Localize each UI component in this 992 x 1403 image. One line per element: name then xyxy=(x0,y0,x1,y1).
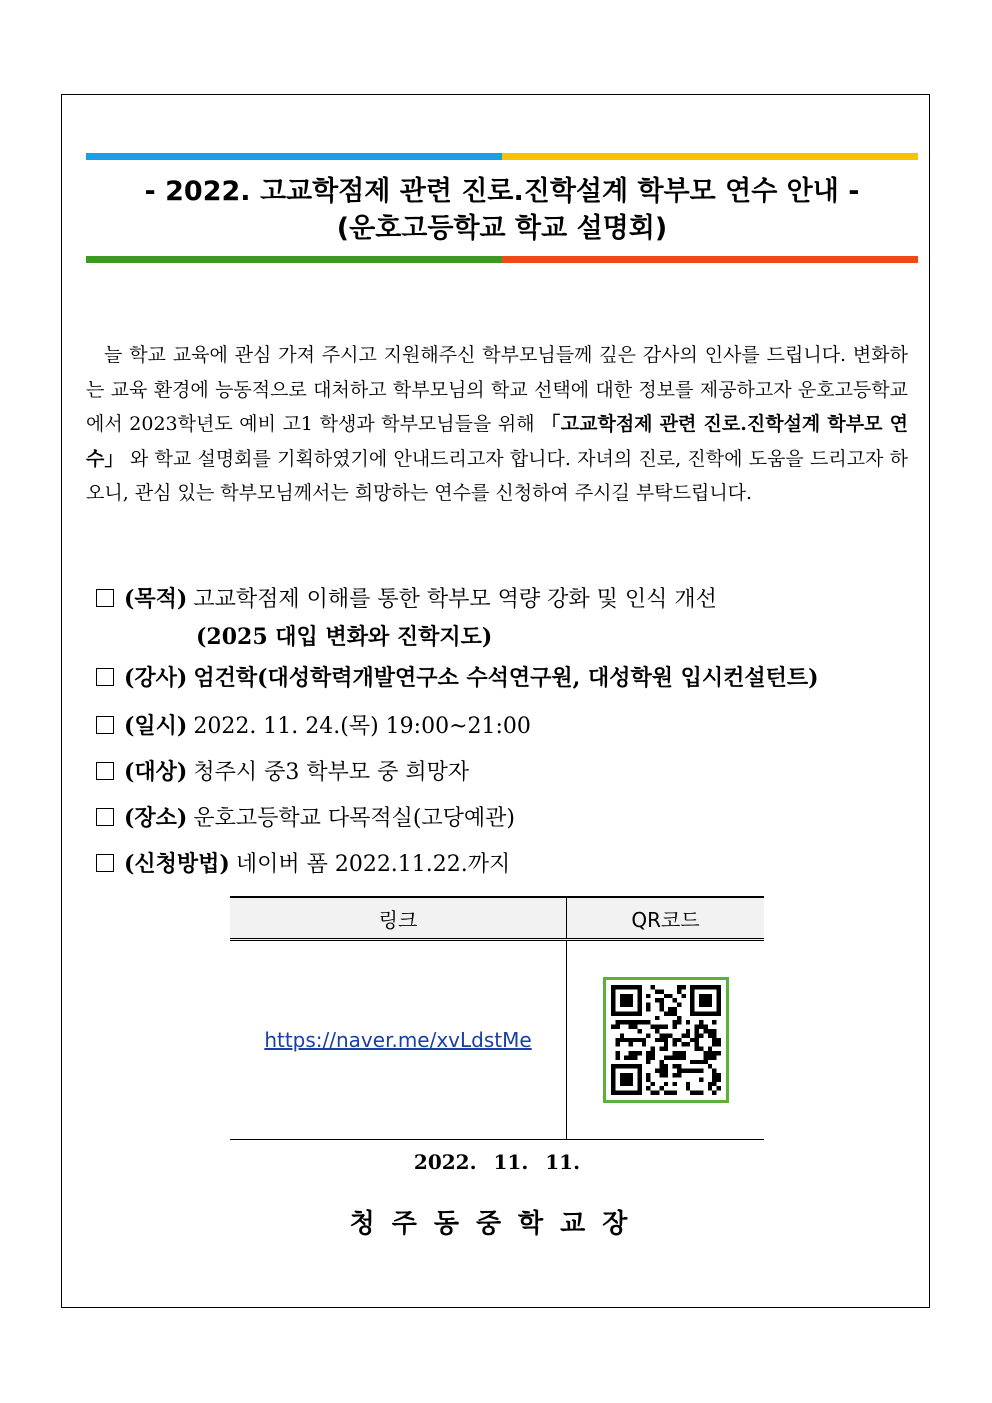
table-header-link: 링크 xyxy=(230,897,567,940)
header-bar-red xyxy=(502,256,918,263)
item-speaker xyxy=(96,663,916,694)
item-value: 청주시 중3 학부모 중 희망자 xyxy=(193,760,470,785)
intro-program-name: 「고교학점제 관련 진로.진학설계 학부모 연수」 xyxy=(86,413,909,470)
item-purpose-sub: (2025 대입 변화와 진학지도) xyxy=(196,624,493,650)
qr-code-graphic xyxy=(611,985,721,1095)
item-purpose xyxy=(96,584,916,615)
intro-text-after: 와 학교 설명회를 기획하였기에 안내드리고자 합니다. 자녀의 진로, 진학에 도움을 드리고자 하오니, 관심 있는 학부모님께서는 희망하는 연수를 신청하여 주시길 부탁드립니다. xyxy=(86,447,908,504)
document-subtitle: (운호고등학교 학교 설명회) xyxy=(336,213,668,244)
checkbox-square-icon xyxy=(96,668,114,686)
item-value: 운호고등학교 다목적실(고당예관) xyxy=(193,806,516,831)
signature-principal: 청주동중학교장 xyxy=(349,1209,645,1239)
table-cell-link xyxy=(230,940,567,1140)
item-label: (일시) xyxy=(124,713,188,739)
intro-paragraph xyxy=(86,338,908,511)
header-bar-blue xyxy=(86,153,502,160)
intro-text-before: 늘 학교 교육에 관심 가져 주시고 지원해주신 학부모님들께 깊은 감사의 인사를 드립니다. 변화하는 교육 환경에 능동적으로 대처하고 학부모님의 학교 선택에 대한 정보를 제공하고자 운호고등학교에서 2023학년도 예비 고1 학생과 학부모님들을 위해 xyxy=(86,344,908,435)
item-place xyxy=(96,803,916,834)
qr-code-icon[interactable] xyxy=(603,977,729,1103)
header-bar-green xyxy=(86,256,502,263)
checkbox-square-icon xyxy=(96,808,114,826)
item-label: (목적) xyxy=(124,586,188,612)
item-label: (대상) xyxy=(124,759,188,785)
item-value: 2022. 11. 24.(목) 19:00~21:00 xyxy=(193,714,531,739)
table-cell-qr xyxy=(567,940,765,1140)
document-title: - 2022. 고교학점제 관련 진로.진학설계 학부모 연수 안내 - xyxy=(144,176,860,207)
item-value: 고교학점제 이해를 통한 학부모 역량 강화 및 인식 개선 xyxy=(193,587,717,612)
item-value: 네이버 폼 2022.11.22.까지 xyxy=(235,852,511,877)
issue-date: 2022. 11. 11. xyxy=(413,1150,581,1174)
item-date xyxy=(96,711,916,742)
checkbox-square-icon xyxy=(96,762,114,780)
checkbox-square-icon xyxy=(96,854,114,872)
link-table xyxy=(230,896,764,1140)
item-target xyxy=(96,757,916,788)
item-label: (신청방법) xyxy=(124,851,230,877)
checkbox-square-icon xyxy=(96,589,114,607)
checkbox-square-icon xyxy=(96,716,114,734)
item-value: 엄건학(대성학력개발연구소 수석연구원, 대성학원 입시컨설턴트) xyxy=(193,665,819,691)
table-row xyxy=(230,940,764,1140)
table-header-row xyxy=(230,897,764,940)
header-bar-yellow xyxy=(502,153,918,160)
table-header-qr: QR코드 xyxy=(567,897,765,940)
item-label: (장소) xyxy=(124,805,188,831)
item-apply xyxy=(96,849,916,880)
item-label: (강사) xyxy=(124,665,188,691)
form-link[interactable]: https://naver.me/xvLdstMe xyxy=(264,1028,532,1052)
